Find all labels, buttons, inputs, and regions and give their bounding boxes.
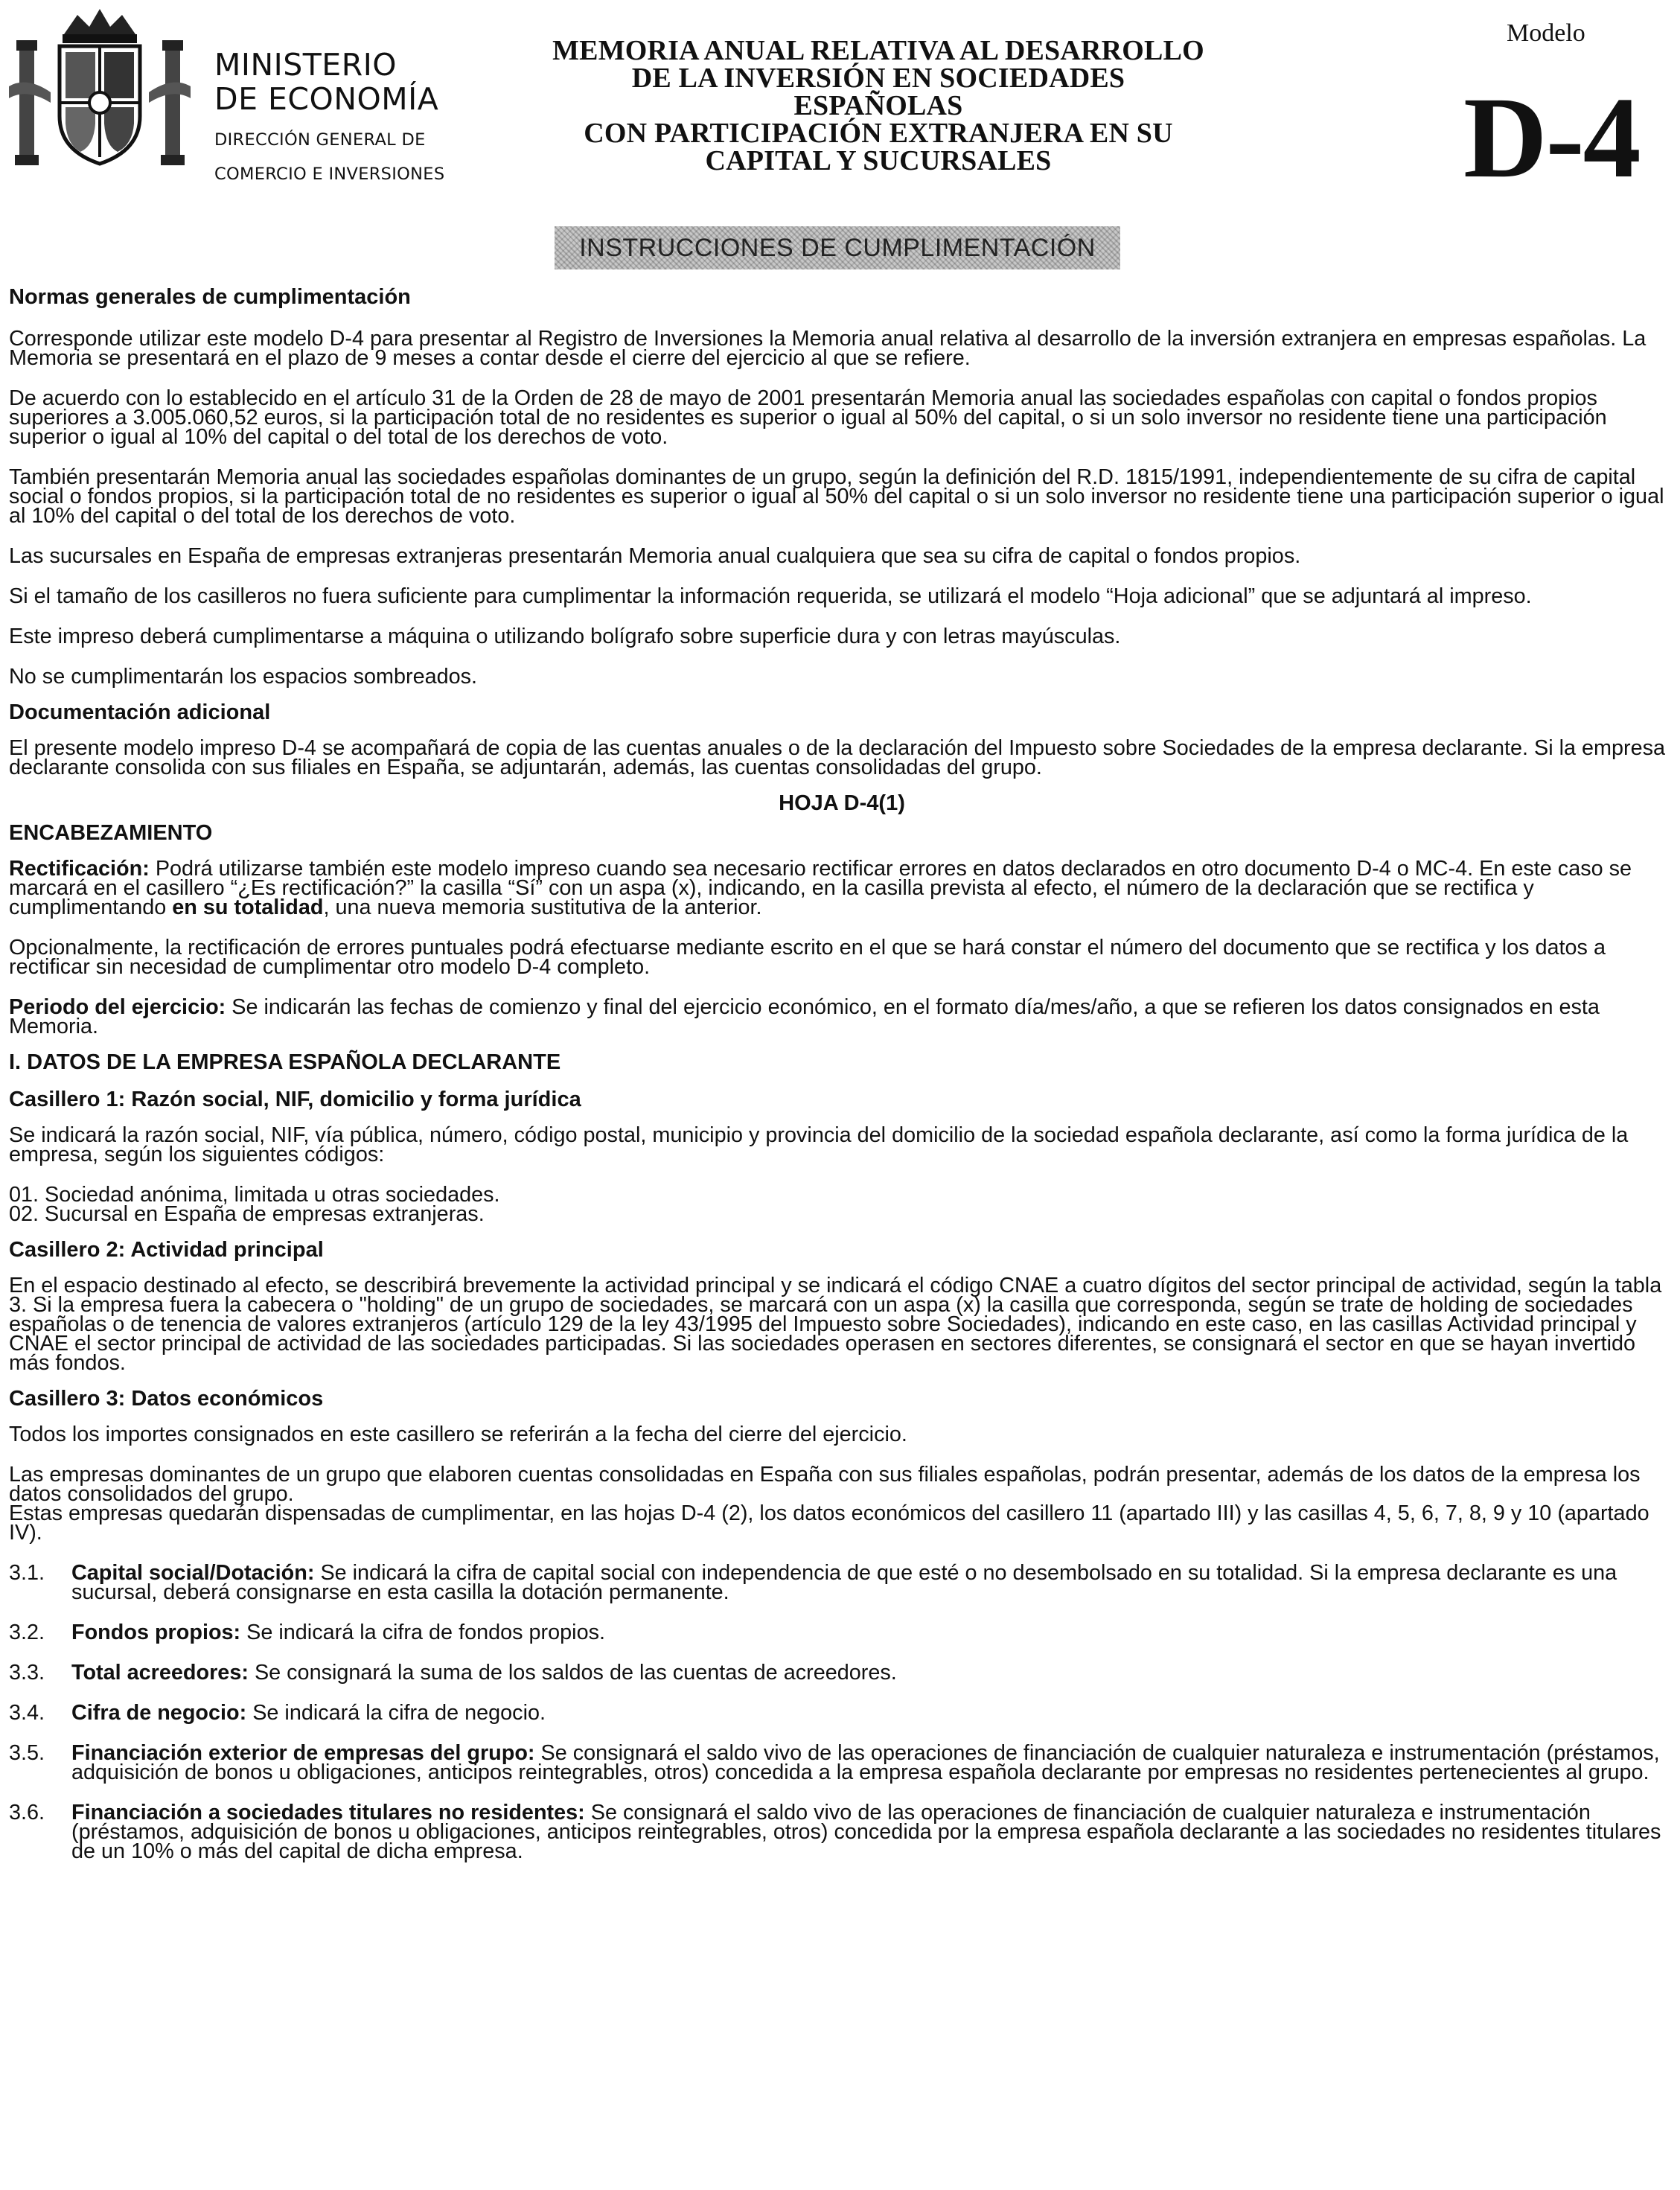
paragraph: De acuerdo con lo establecido en el artículo 31 de la Orden de 28 de mayo de 2001 presentarán Memoria anual las sociedades españolas con capital o fondos propios superiores a 3.005.060,52 euros, si la participación total de no residentes es superior o igual al 50% del capital, o si un solo inversor no residente tiene una participación superior o igual al 10% del capital o del total de los derechos de voto. [9, 386, 1607, 449]
item-text [71, 1803, 1675, 1861]
item-label: Financiación a sociedades titulares no residentes: [71, 1801, 585, 1825]
code-item: 02. Sucursal en España de empresas extranjeras. [9, 1202, 485, 1226]
item-body: Se indicará la cifra de capital social con independencia de que esté o no desembolsado en su totalidad. Si la empresa declarante es una sucursal, deberá consignarse en esta casilla la dotación permanente. [71, 1561, 1617, 1604]
paragraph: Este impreso deberá cumplimentarse a máquina o utilizando bolígrafo sobre superficie dura y con letras mayúsculas. [9, 625, 1121, 648]
title-line: CON PARTICIPACIÓN EXTRANJERA EN SU [584, 118, 1173, 149]
item-text [71, 1743, 1675, 1782]
item-text [71, 1563, 1675, 1602]
paragraph: Todos los importes consignados en este casillero se referirán a la fecha del cierre del ejercicio. [9, 1423, 907, 1446]
list-item [9, 1661, 1675, 1685]
item-number: 3.4. [9, 1701, 45, 1725]
item-label: Cifra de negocio: [71, 1701, 247, 1725]
directorate-line-1: DIRECCIÓN GENERAL DE [214, 130, 426, 150]
item-number: 3.5. [9, 1741, 45, 1765]
list-item [9, 1703, 1675, 1723]
paragraph-text: Podrá utilizarse también este modelo impreso cuando sea necesario rectificar errores en datos declarados en otro documento D-4 o MC-4. En este caso se marcará en el casillero “¿Es rectificación?” la casilla “Sí” con un aspa (x), indicando, en la casilla prevista al efecto, el número de la declaración que se rectifica y cumplimentando [9, 857, 1632, 919]
item-text [71, 1703, 1675, 1723]
instructions-banner: INSTRUCCIONES DE CUMPLIMENTACIÓN [555, 226, 1120, 269]
item-number: 3.3. [9, 1661, 45, 1685]
ministry-line-2: DE ECONOMÍA [214, 81, 439, 117]
title-line: DE LA INVERSIÓN EN SOCIEDADES ESPAÑOLAS [631, 63, 1125, 121]
item-number: 3.6. [9, 1801, 45, 1825]
item-label: Fondos propios: [71, 1621, 241, 1644]
item-body: Se consignará el saldo vivo de las operaciones de financiación de cualquier naturaleza e instrumentación (préstamos, adquisición de bonos u obligaciones, anticipos reintegrables, otros) concedida por la empresa española declarante a las sociedades no residentes titulares de un 10% o más del capital de dicha empresa. [71, 1801, 1661, 1863]
casillero-3-heading: Casillero 3: Datos económicos [9, 1387, 324, 1411]
paragraph-text: , una nueva memoria sustitutiva de la anterior. [323, 896, 762, 919]
document-title [551, 37, 1206, 175]
ministry-line-1: MINISTERIO [214, 47, 397, 83]
paragraph-text: Se indicarán las fechas de comienzo y final del ejercicio económico, en el formato día/mes/año, a que se refieren los datos consignados en esta Memoria. [9, 995, 1600, 1038]
item-text [71, 1623, 1675, 1642]
title-line: CAPITAL Y SUCURSALES [705, 145, 1052, 176]
item-number: 3.2. [9, 1621, 45, 1644]
casillero-1-heading: Casillero 1: Razón social, NIF, domicilio y forma jurídica [9, 1088, 581, 1111]
periodo-paragraph [9, 997, 1675, 1036]
item-body: Se consignará el saldo vivo de las operaciones de financiación de cualquier naturaleza e instrumentación (préstamos, adquisición de bonos u obligaciones, anticipos reintegrables, otros) concedida a la empresa española declarante por empresas no residentes pertenecientes al grupo. [71, 1741, 1660, 1784]
paragraph: Si el tamaño de los casilleros no fuera suficiente para cumplimentar la información requerida, se utilizará el modelo “Hoja adicional” que se adjuntará al impreso. [9, 584, 1532, 608]
modelo-code: D-4 [1463, 73, 1640, 202]
item-body: Se indicará la cifra de negocio. [246, 1701, 546, 1725]
modelo-label: Modelo [1507, 19, 1585, 47]
item-text [71, 1661, 1675, 1685]
item-label: Capital social/Dotación: [71, 1561, 315, 1585]
item-body: Se indicará la cifra de fondos propios. [240, 1621, 605, 1644]
paragraph: Opcionalmente, la rectificación de errores puntuales podrá efectuarse mediante escrito en el que se hará constar el número del documento que se rectifica y los datos a rectificar sin necesidad de cumplimentar otro modelo D-4 completo. [9, 936, 1606, 979]
rectificacion-label: Rectificación: [9, 857, 150, 881]
item-body: Se consignará la suma de los saldos de las cuentas de acreedores. [248, 1661, 897, 1685]
list-item [9, 1563, 1675, 1602]
paragraph: Estas empresas quedarán dispensadas de cumplimentar, en las hojas D-4 (2), los datos económicos del casillero 11 (apartado III) y las casillas 4, 5, 6, 7, 8, 9 y 10 (apartado IV). [9, 1501, 1649, 1545]
section-1-heading: I. DATOS DE LA EMPRESA ESPAÑOLA DECLARANTE [9, 1050, 561, 1074]
normas-heading: Normas generales de cumplimentación [9, 285, 411, 309]
paragraph: Corresponde utilizar este modelo D-4 para presentar al Registro de Inversiones la Memoria anual relativa al desarrollo de la inversión extranjera en empresas españolas. La Memoria se presentará en el plazo de 9 meses a contar desde el cierre del ejercicio al que se refiere. [9, 327, 1647, 370]
list-item [9, 1743, 1675, 1782]
code-item: 01. Sociedad anónima, limitada u otras sociedades. [9, 1183, 500, 1207]
list-item [9, 1803, 1675, 1861]
paragraph: No se cumplimentarán los espacios sombreados. [9, 665, 478, 689]
paragraph: Las sucursales en España de empresas extranjeras presentarán Memoria anual cualquiera que sea su cifra de capital o fondos propios. [9, 544, 1301, 568]
casillero-2-heading: Casillero 2: Actividad principal [9, 1238, 324, 1262]
paragraph: En el espacio destinado al efecto, se describirá brevemente la actividad principal y se indicará el código CNAE a cuatro dígitos del sector principal de actividad, según la tabla 3. Si la empresa fuera la cabecera o "holding" de un grupo de sociedades, se marcará con un aspa (x) la casilla que corresponda, según se trate de holding de sociedades españolas o de tenencia de valores extranjeros (artículo 129 de la ley 43/1995 del Impuesto sobre Sociedades), indicando en este caso, en las casillas Actividad principal y CNAE el sector principal de actividad de las sociedades participadas. Si las sociedades operasen en sectores diferentes, se consignará el sector en que se hayan invertido más fondos. [9, 1274, 1662, 1375]
spanish-coat-of-arms-icon [6, 4, 194, 177]
hoja-heading: HOJA D-4(1) [779, 791, 905, 815]
paragraph: Se indicará la razón social, NIF, vía pública, número, código postal, municipio y provincia del domicilio de la sociedad española declarante, así como la forma jurídica de la empresa, según los siguientes códigos: [9, 1123, 1629, 1166]
paragraph: Las empresas dominantes de un grupo que elaboren cuentas consolidadas en España con sus filiales españolas, podrán presentar, además de los datos de la empresa los datos consolidados del grupo. [9, 1463, 1641, 1506]
emphasis: en su totalidad [172, 896, 324, 919]
instructions-body [9, 286, 1675, 1861]
directorate-line-2: COMERCIO E INVERSIONES [214, 165, 445, 184]
item-label: Financiación exterior de empresas del grupo: [71, 1741, 535, 1765]
item-label: Total acreedores: [71, 1661, 249, 1685]
ministry-block [214, 48, 444, 185]
list-item [9, 1623, 1675, 1642]
encabezamiento-heading: ENCABEZAMIENTO [9, 821, 213, 845]
paragraph: También presentarán Memoria anual las sociedades españolas dominantes de un grupo, según la definición del R.D. 1815/1991, independientemente de su cifra de capital social o fondos propios, si la participación total de no residentes es superior o igual al 50% del capital o si un solo inversor no residente tiene una participación superior o igual al 10% del capital o del total de los derechos de voto. [9, 465, 1664, 528]
documentacion-heading: Documentación adicional [9, 700, 271, 724]
paragraph: El presente modelo impreso D-4 se acompañará de copia de las cuentas anuales o de la declaración del Impuesto sobre Sociedades de la empresa declarante. Si la empresa declarante consolida con sus filiales en España, se adjuntarán, además, las cuentas consolidadas del grupo. [9, 736, 1666, 779]
rectificacion-paragraph [9, 859, 1675, 917]
item-number: 3.1. [9, 1561, 45, 1585]
title-line: MEMORIA ANUAL RELATIVA AL DESARROLLO [552, 35, 1204, 66]
periodo-label: Periodo del ejercicio: [9, 995, 226, 1019]
